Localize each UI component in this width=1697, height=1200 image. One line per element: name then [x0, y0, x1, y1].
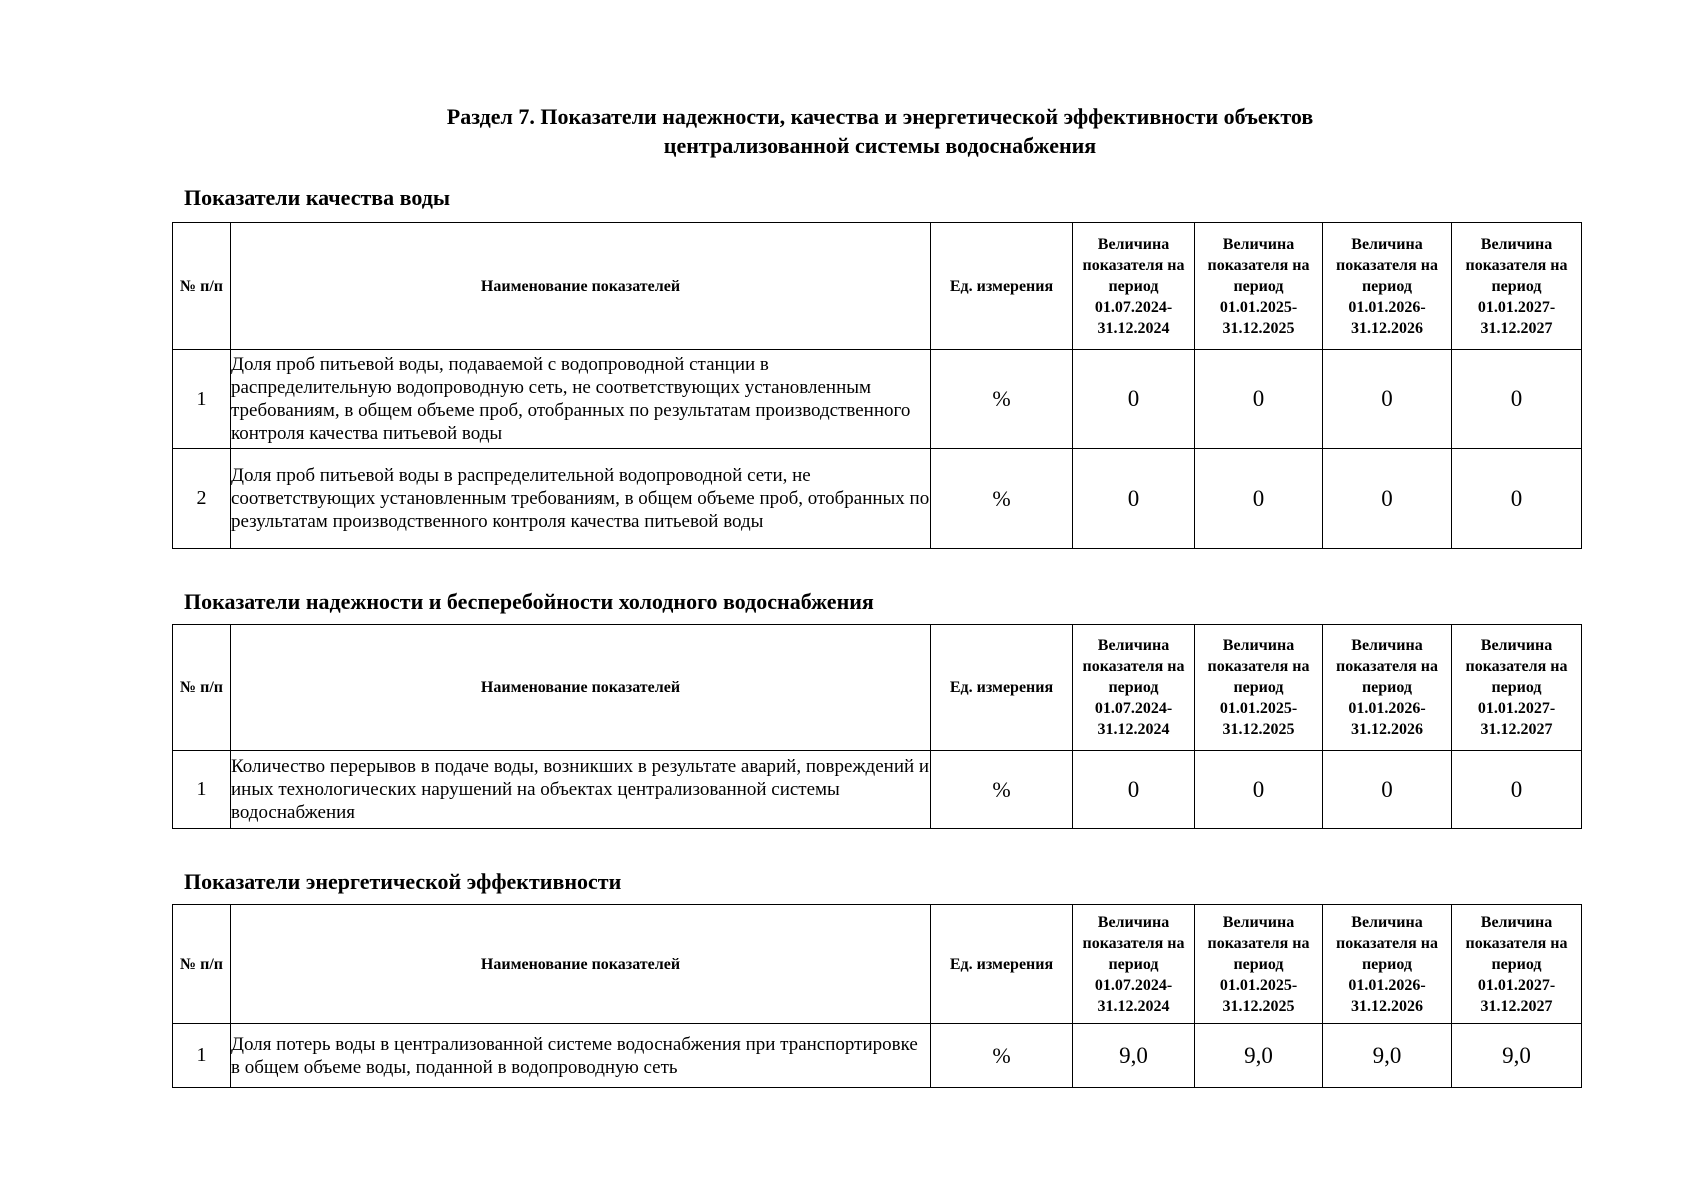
row-value: 9,0 — [1323, 1024, 1452, 1088]
row-value: 0 — [1073, 449, 1195, 549]
header-period: Величина показателя на период 01.01.2027-31.12.2027 — [1452, 905, 1582, 1024]
row-value: 0 — [1323, 350, 1452, 449]
section-title-water-quality: Показатели качества воды — [184, 185, 451, 210]
page-title-line-2: централизованной системы водоснабжения — [663, 133, 1097, 158]
row-num: 1 — [173, 1024, 231, 1088]
table-energy-efficiency — [172, 904, 1582, 1088]
header-unit: Ед. измерения — [931, 905, 1073, 1024]
row-value: 0 — [1452, 350, 1582, 449]
row-unit: % — [931, 449, 1073, 549]
section-title-energy-efficiency: Показатели энергетической эффективности — [184, 869, 622, 894]
row-num: 1 — [173, 751, 231, 829]
header-period: Величина показателя на период 01.01.2026-31.12.2026 — [1323, 223, 1452, 350]
row-value: 0 — [1073, 751, 1195, 829]
row-value: 9,0 — [1452, 1024, 1582, 1088]
row-value: 0 — [1073, 350, 1195, 449]
row-value: 0 — [1195, 751, 1323, 829]
header-period: Величина показателя на период 01.01.2025-31.12.2025 — [1195, 223, 1323, 350]
row-name: Доля проб питьевой воды, подаваемой с водопроводной станции в распределительную водопроводную сеть, не соответствующих установленным требованиям, в общем объеме проб, отобранных по результатам производственного контроля качества питьевой воды — [231, 350, 931, 449]
row-value: 0 — [1195, 350, 1323, 449]
header-name: Наименование показателей — [231, 625, 931, 751]
row-num: 2 — [173, 449, 231, 549]
header-num: № п/п — [173, 625, 231, 751]
page-title — [0, 102, 1697, 160]
header-period: Величина показателя на период 01.01.2026-31.12.2026 — [1323, 905, 1452, 1024]
row-value: 0 — [1452, 449, 1582, 549]
table-water-quality — [172, 222, 1582, 549]
table-row — [173, 449, 1582, 549]
row-value: 0 — [1323, 751, 1452, 829]
header-period: Величина показателя на период 01.07.2024-31.12.2024 — [1073, 625, 1195, 751]
header-unit: Ед. измерения — [931, 223, 1073, 350]
header-period: Величина показателя на период 01.07.2024-31.12.2024 — [1073, 905, 1195, 1024]
row-unit: % — [931, 751, 1073, 829]
section-title-reliability: Показатели надежности и бесперебойности холодного водоснабжения — [184, 589, 874, 614]
row-name: Доля потерь воды в централизованной системе водоснабжения при транспортировке в общем объеме воды, поданной в водопроводную сеть — [231, 1024, 931, 1088]
row-value: 9,0 — [1195, 1024, 1323, 1088]
table-row — [173, 1024, 1582, 1088]
row-value: 0 — [1323, 449, 1452, 549]
table-row — [173, 751, 1582, 829]
table-header-row — [173, 625, 1582, 751]
table-reliability — [172, 624, 1582, 829]
header-period: Величина показателя на период 01.01.2026-31.12.2026 — [1323, 625, 1452, 751]
row-value: 9,0 — [1073, 1024, 1195, 1088]
row-name: Количество перерывов в подаче воды, возникших в результате аварий, повреждений и иных технологических нарушений на объектах централизованной системы водоснабжения — [231, 751, 931, 829]
header-period: Величина показателя на период 01.01.2025-31.12.2025 — [1195, 625, 1323, 751]
header-num: № п/п — [173, 905, 231, 1024]
row-name: Доля проб питьевой воды в распределительной водопроводной сети, не соответствующих установленным требованиям, в общем объеме проб, отобранных по результатам производственного контроля качества питьевой воды — [231, 449, 931, 549]
header-period: Величина показателя на период 01.07.2024-31.12.2024 — [1073, 223, 1195, 350]
header-period: Величина показателя на период 01.01.2027-31.12.2027 — [1452, 625, 1582, 751]
header-name: Наименование показателей — [231, 223, 931, 350]
page-title-line-1: Раздел 7. Показатели надежности, качества и энергетической эффективности объектов — [446, 104, 1314, 129]
header-num: № п/п — [173, 223, 231, 350]
table-row — [173, 350, 1582, 449]
header-unit: Ед. измерения — [931, 625, 1073, 751]
header-period: Величина показателя на период 01.01.2025-31.12.2025 — [1195, 905, 1323, 1024]
row-num: 1 — [173, 350, 231, 449]
row-unit: % — [931, 1024, 1073, 1088]
table-header-row — [173, 905, 1582, 1024]
table-header-row — [173, 223, 1582, 350]
header-name: Наименование показателей — [231, 905, 931, 1024]
row-value: 0 — [1452, 751, 1582, 829]
row-value: 0 — [1195, 449, 1323, 549]
row-unit: % — [931, 350, 1073, 449]
header-period: Величина показателя на период 01.01.2027-31.12.2027 — [1452, 223, 1582, 350]
